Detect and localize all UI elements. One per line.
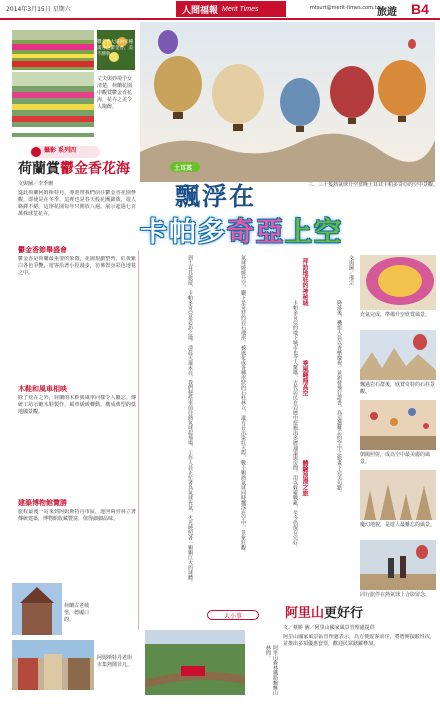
feature-body-4: 降落後，機組人員以香檳慶祝，並頒發飛行證書，為這趟難忘的空中之旅畫下完美句點。	[336, 300, 342, 495]
column-divider-left	[138, 250, 139, 630]
feature-body-2: 氣球緩緩升空，腳下是奇特的岩石地形，被風化成各種形狀的石柱林立，遠方日出染紅天際，數十顆熱氣球同時飄浮在空中，景象壯觀。	[240, 255, 246, 555]
tulip-subhead-1: 鬱金香節舉盛會	[18, 246, 67, 254]
alishan-train-image	[145, 630, 245, 695]
sunrise-caption: 朝陽照射，成為空中最美麗的風景。	[360, 452, 431, 465]
feature-byline: 文與圖／邢宗	[348, 255, 354, 285]
castle-caption: 荷蘭古老城堡，德國口的。	[64, 603, 90, 623]
balloon-main-image	[140, 22, 435, 182]
rock-fly-image	[360, 330, 436, 380]
badge-label: 攝影 系列四	[44, 147, 77, 154]
alishan-body: 阿里山國家風景區管理處表示，為方便遊客前往，將增開接駁班次，並推出多項優惠套票，歡迎民眾踴躍參加。	[283, 634, 435, 647]
turkey-badge-label: 土耳其	[174, 165, 193, 172]
title-accent: 鬱金香花海	[60, 161, 130, 177]
alishan-title-prefix: 阿里山	[285, 606, 325, 621]
alishan-title-accent: 更好行	[324, 606, 364, 621]
fairy-chimney-image	[360, 470, 436, 520]
feature-body-3: 卡帕多奇亞的地下城市也令人驚嘆，古代居民在岩層中挖掘出多層通道與房間，用以躲避戰亂，至今仍保存完好。	[292, 300, 298, 550]
issue-date: 2014年3月15日 星期六	[6, 6, 71, 13]
feature-subhead-c: 體驗浪漫之旅	[301, 460, 308, 496]
tulip-body-2: 鬱金香是荷蘭最重要的象徵，花圃規劃整齊，紅黃紫白各色爭艷，遊客沿著小徑漫步，彷彿置身彩色地毯之中。	[18, 256, 136, 276]
feature-body-1: 到土耳其旅遊，卡帕多奇亞是必訪之地。清晨天還未亮，我們便搭車前往熱氣球起飛場，工作人員正忙著為氣球充氣，火光映照著一顆顆巨大的球體。	[187, 255, 193, 585]
rock-fly-caption: 飄過岩石群後，欣賞奇特的石柱景觀。	[360, 382, 436, 395]
balloon-inflate-image	[360, 255, 436, 310]
tulip-subhead-3: 建築博物館覽勝	[18, 499, 67, 507]
logo-english: Merit Times	[222, 5, 259, 13]
tulip-article-title	[18, 158, 130, 178]
page-number: B4	[411, 1, 429, 17]
tulip-caption: 鬱金香大道兩旁種滿各色鬱金香，美不勝收。	[97, 40, 133, 57]
rock-fly-photo	[360, 330, 436, 380]
inflate-caption: 充氣完成，準備升空欣賞風景。	[360, 312, 431, 318]
bottom-tag-label: 大小事	[223, 612, 242, 620]
castle-photo	[12, 583, 62, 635]
alishan-byline: 文／蔡勝 圖／阿里山國家風景管理處提供	[283, 625, 375, 631]
tulip-body-3: 除了花卉之外，荷蘭的木鞋與風車同樣令人難忘。傳統工坊示範木鞋製作，風車緩緩轉動，構成典型的低地國景觀。	[18, 395, 136, 415]
page-header	[0, 0, 440, 20]
balloon-main-caption: 三、三十隻熱氣球升空當晚土耳其卡帕多奇亞的空中景觀。	[307, 182, 438, 188]
garden-caption: 丈夫與妙境予女清楚，荷蘭花園中觀賞鬱金香花海，花卉之美令人陶醉。	[97, 76, 133, 110]
feature-title-part3: 上空	[285, 217, 343, 248]
photo-series-badge	[30, 143, 100, 155]
logo-chinese: 人間福報	[182, 5, 219, 16]
tulip-garden-photo	[12, 72, 94, 137]
turkey-badge	[170, 162, 200, 172]
sunrise-photo	[360, 400, 436, 450]
castle-image	[12, 583, 62, 635]
fairy-chimney-photo	[360, 470, 436, 520]
tulip-body-4: 旅程最後一站來到阿姆斯特丹市區，運河兩旁林立著傳統建築，博物館收藏豐富，值得細細品味。	[18, 509, 136, 522]
travelers-image	[360, 540, 436, 590]
tulip-body-1: 從此荷蘭阿姆斯特丹，導遊帶我們前往鬱金香花園參觀，即使是在冬季，這裡也是春天般花團錦簇，遊人絡繹不絕。這座花園每年只開放八週，展示超過七百萬株球莖花卉。	[18, 190, 136, 217]
alishan-train-caption: 阿里山森林鐵路蜿蜒山林間。	[265, 645, 278, 695]
balloon-inflate-photo	[360, 255, 436, 310]
bottom-section-tag	[207, 610, 259, 620]
feature-title-line2	[140, 210, 343, 249]
alishan-title	[285, 602, 363, 621]
newspaper-logo	[176, 1, 286, 17]
tulip-field-image	[12, 30, 94, 70]
tulip-subhead-2: 木鞋和風車相映	[18, 385, 67, 393]
market-caption: 阿姆斯特丹老街市集熱鬧非凡。	[97, 655, 133, 668]
fairy-chimney-caption: 魔幻地貌，是遊人最難忘的風景。	[360, 522, 436, 528]
title-prefix: 荷蘭賞	[18, 161, 60, 177]
feature-title-part2: 奇亞	[227, 217, 285, 248]
alishan-train-photo	[145, 630, 245, 695]
contact-email: mtsurt@merit-times.com.tw	[310, 5, 381, 11]
feature-subhead-b: 乘風翱翔高空	[301, 360, 308, 396]
tulip-field-photo	[12, 30, 94, 70]
tulip-byline: 文與圖／李季珊	[18, 181, 54, 187]
feature-subhead-a: 拜訪地底的神秘城	[301, 258, 308, 306]
market-photo	[12, 640, 94, 690]
market-image	[12, 640, 94, 690]
tulip-garden-image	[12, 72, 94, 137]
sunrise-image	[360, 400, 436, 450]
feature-title-line1: 飄浮在	[175, 182, 257, 211]
balloon-main-photo	[140, 22, 435, 182]
travelers-photo	[360, 540, 436, 590]
feature-title-part1: 卡帕多	[140, 217, 227, 248]
section-name: 旅遊	[377, 7, 397, 18]
travelers-caption: 同行旅伴在熱氣球上合影留念。	[360, 592, 431, 598]
